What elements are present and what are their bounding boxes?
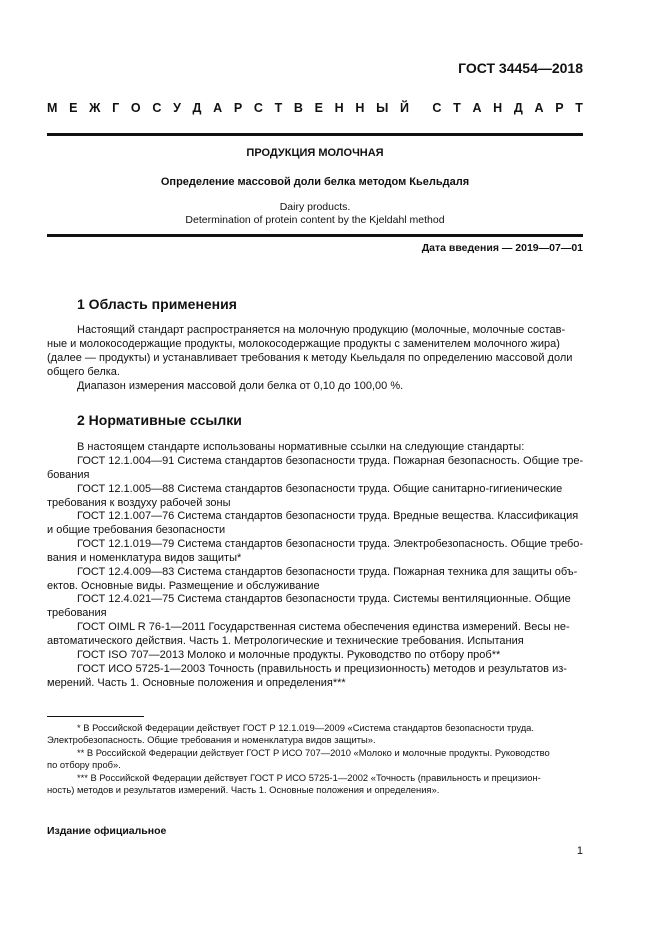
page-number: 1 xyxy=(576,845,583,857)
banner-letter: М xyxy=(47,101,58,115)
introduction-date: Дата введения — 2019—07—01 xyxy=(421,242,583,254)
reference-line: ГОСТ 12.4.021—75 Система стандартов безопасности труда. Системы вентиляционные. Общие xyxy=(77,593,571,605)
reference-line: требования xyxy=(47,607,107,619)
reference-line: ГОСТ ИСО 5725-1—2003 Точность (правильность и прецизионность) методов и результатов из- xyxy=(77,663,567,675)
banner-letter: Ы xyxy=(376,101,389,115)
footnote-2-line-2: по отбору проб». xyxy=(47,759,121,770)
banner-letter: Н xyxy=(493,101,503,115)
footnote-1-line-1: * В Российской Федерации действует ГОСТ Р 12.1.019—2009 «Система стандартов безопасности труда. xyxy=(77,722,534,733)
reference-line: бования xyxy=(47,469,90,481)
section-1-line: общего белка. xyxy=(47,366,120,378)
footnote-rule xyxy=(47,716,144,717)
section-2-heading: 2 Нормативные ссылки xyxy=(77,412,242,428)
banner-letter: А xyxy=(534,101,544,115)
banner-letter: Р xyxy=(233,101,243,115)
banner-letter: Т xyxy=(575,101,583,115)
banner-letter: С xyxy=(152,101,162,115)
banner-letter: С xyxy=(432,101,442,115)
subtitle-russian: Определение массовой доли белка методом Кьельдаля xyxy=(160,176,470,188)
footnote-1 xyxy=(47,722,583,746)
reference-line: ГОСТ 12.1.019—79 Система стандартов безопасности труда. Электробезопасность. Общие требо- xyxy=(77,538,584,550)
banner-letter: Н xyxy=(355,101,365,115)
banner-letter: Т xyxy=(453,101,461,115)
footnote-1-line-2: Электробезопасность. Общие требования и номенклатура видов защиты». xyxy=(47,734,376,745)
title-english xyxy=(47,201,583,227)
banner-letter: С xyxy=(253,101,263,115)
footnote-3-line-1: *** В Российской Федерации действует ГОСТ Р ИСО 5725-1—2002 «Точность (правильность и прецизион- xyxy=(77,772,541,783)
banner-letter: Й xyxy=(400,101,410,115)
banner-letter: Ж xyxy=(89,101,101,115)
title-rule xyxy=(47,234,583,237)
banner-letter: Т xyxy=(274,101,283,115)
banner-letter: Г xyxy=(112,101,120,115)
banner-letter: В xyxy=(293,101,303,115)
reference-line: ГОСТ 12.1.007—76 Система стандартов безопасности труда. Вредные вещества. Классификация xyxy=(77,510,579,522)
footnote-3 xyxy=(47,772,583,796)
reference-line: ГОСТ 12.1.004—91 Система стандартов безопасности труда. Пожарная безопасность. Общие тре- xyxy=(77,455,584,467)
section-1-line: ные и молокосодержащие продукты, молокосодержащие продукты с заменителем молочного жира) xyxy=(47,338,560,350)
section-1-heading: 1 Область применения xyxy=(77,296,237,312)
section-1-line: Диапазон измерения массовой доли белка от 0,10 до 100,00 %. xyxy=(77,380,404,392)
banner-letter: Р xyxy=(555,101,564,115)
banner-letter: А xyxy=(213,101,223,115)
reference-line: вания и номенклатура видов защиты* xyxy=(47,552,242,564)
banner-letter: Д xyxy=(192,101,202,115)
reference-line: ектов. Основные виды. Размещение и обслуживание xyxy=(47,580,320,592)
reference-line: требования к воздуху рабочей зоны xyxy=(47,497,231,509)
reference-line: и общие требования безопасности xyxy=(47,524,226,536)
section-1-line: (далее — продукты) и устанавливает требования к методу Кьельдаля по определению массовой доли xyxy=(47,352,573,364)
footnote-2-line-1: ** В Российской Федерации действует ГОСТ Р ИСО 707—2010 «Молоко и молочные продукты. Руководство xyxy=(77,747,550,758)
reference-line: ГОСТ 12.1.005—88 Система стандартов безопасности труда. Общие санитарно-гигиенические xyxy=(77,483,563,495)
banner-letter: А xyxy=(472,101,482,115)
reference-line: ГОСТ 12.4.009—83 Система стандартов безопасности труда. Пожарная техника для защиты объ- xyxy=(77,566,578,578)
banner-letter: У xyxy=(173,101,181,115)
reference-line: ГОСТ ISO 707—2013 Молоко и молочные продукты. Руководство по отбору проб** xyxy=(77,649,501,661)
title-russian: ПРОДУКЦИЯ МОЛОЧНАЯ xyxy=(246,147,384,159)
reference-line: мерений. Часть 1. Основные положения и определения*** xyxy=(47,677,346,689)
header-rule xyxy=(47,133,583,136)
document-code: ГОСТ 34454—2018 xyxy=(458,60,583,76)
section-1-line: Настоящий стандарт распространяется на молочную продукцию (молочные, молочные состав- xyxy=(77,324,566,336)
banner-letter: О xyxy=(130,101,141,115)
title-english-line-1: Dairy products. xyxy=(279,201,351,213)
footnote-3-line-2: ность) методов и результатов измерений. Часть 1. Основные положения и определения». xyxy=(47,784,440,795)
section-2-line: В настоящем стандарте использованы нормативные ссылки на следующие стандарты: xyxy=(77,441,525,453)
footnote-2 xyxy=(47,747,583,771)
title-english-line-2: Determination of protein content by the Kjeldahl method xyxy=(185,214,445,226)
reference-line: автоматического действия. Часть 1. Метрологические и технические требования. Испытания xyxy=(47,635,524,647)
interstate-standard-banner xyxy=(47,101,583,115)
banner-letter: Д xyxy=(513,101,523,115)
banner-letter: Е xyxy=(314,101,323,115)
banner-letter: Н xyxy=(334,101,344,115)
official-edition-label: Издание официальное xyxy=(47,825,167,837)
reference-line: ГОСТ OIML R 76-1—2011 Государственная система обеспечения единства измерений. Весы не- xyxy=(77,621,570,633)
banner-letter: Е xyxy=(69,101,78,115)
